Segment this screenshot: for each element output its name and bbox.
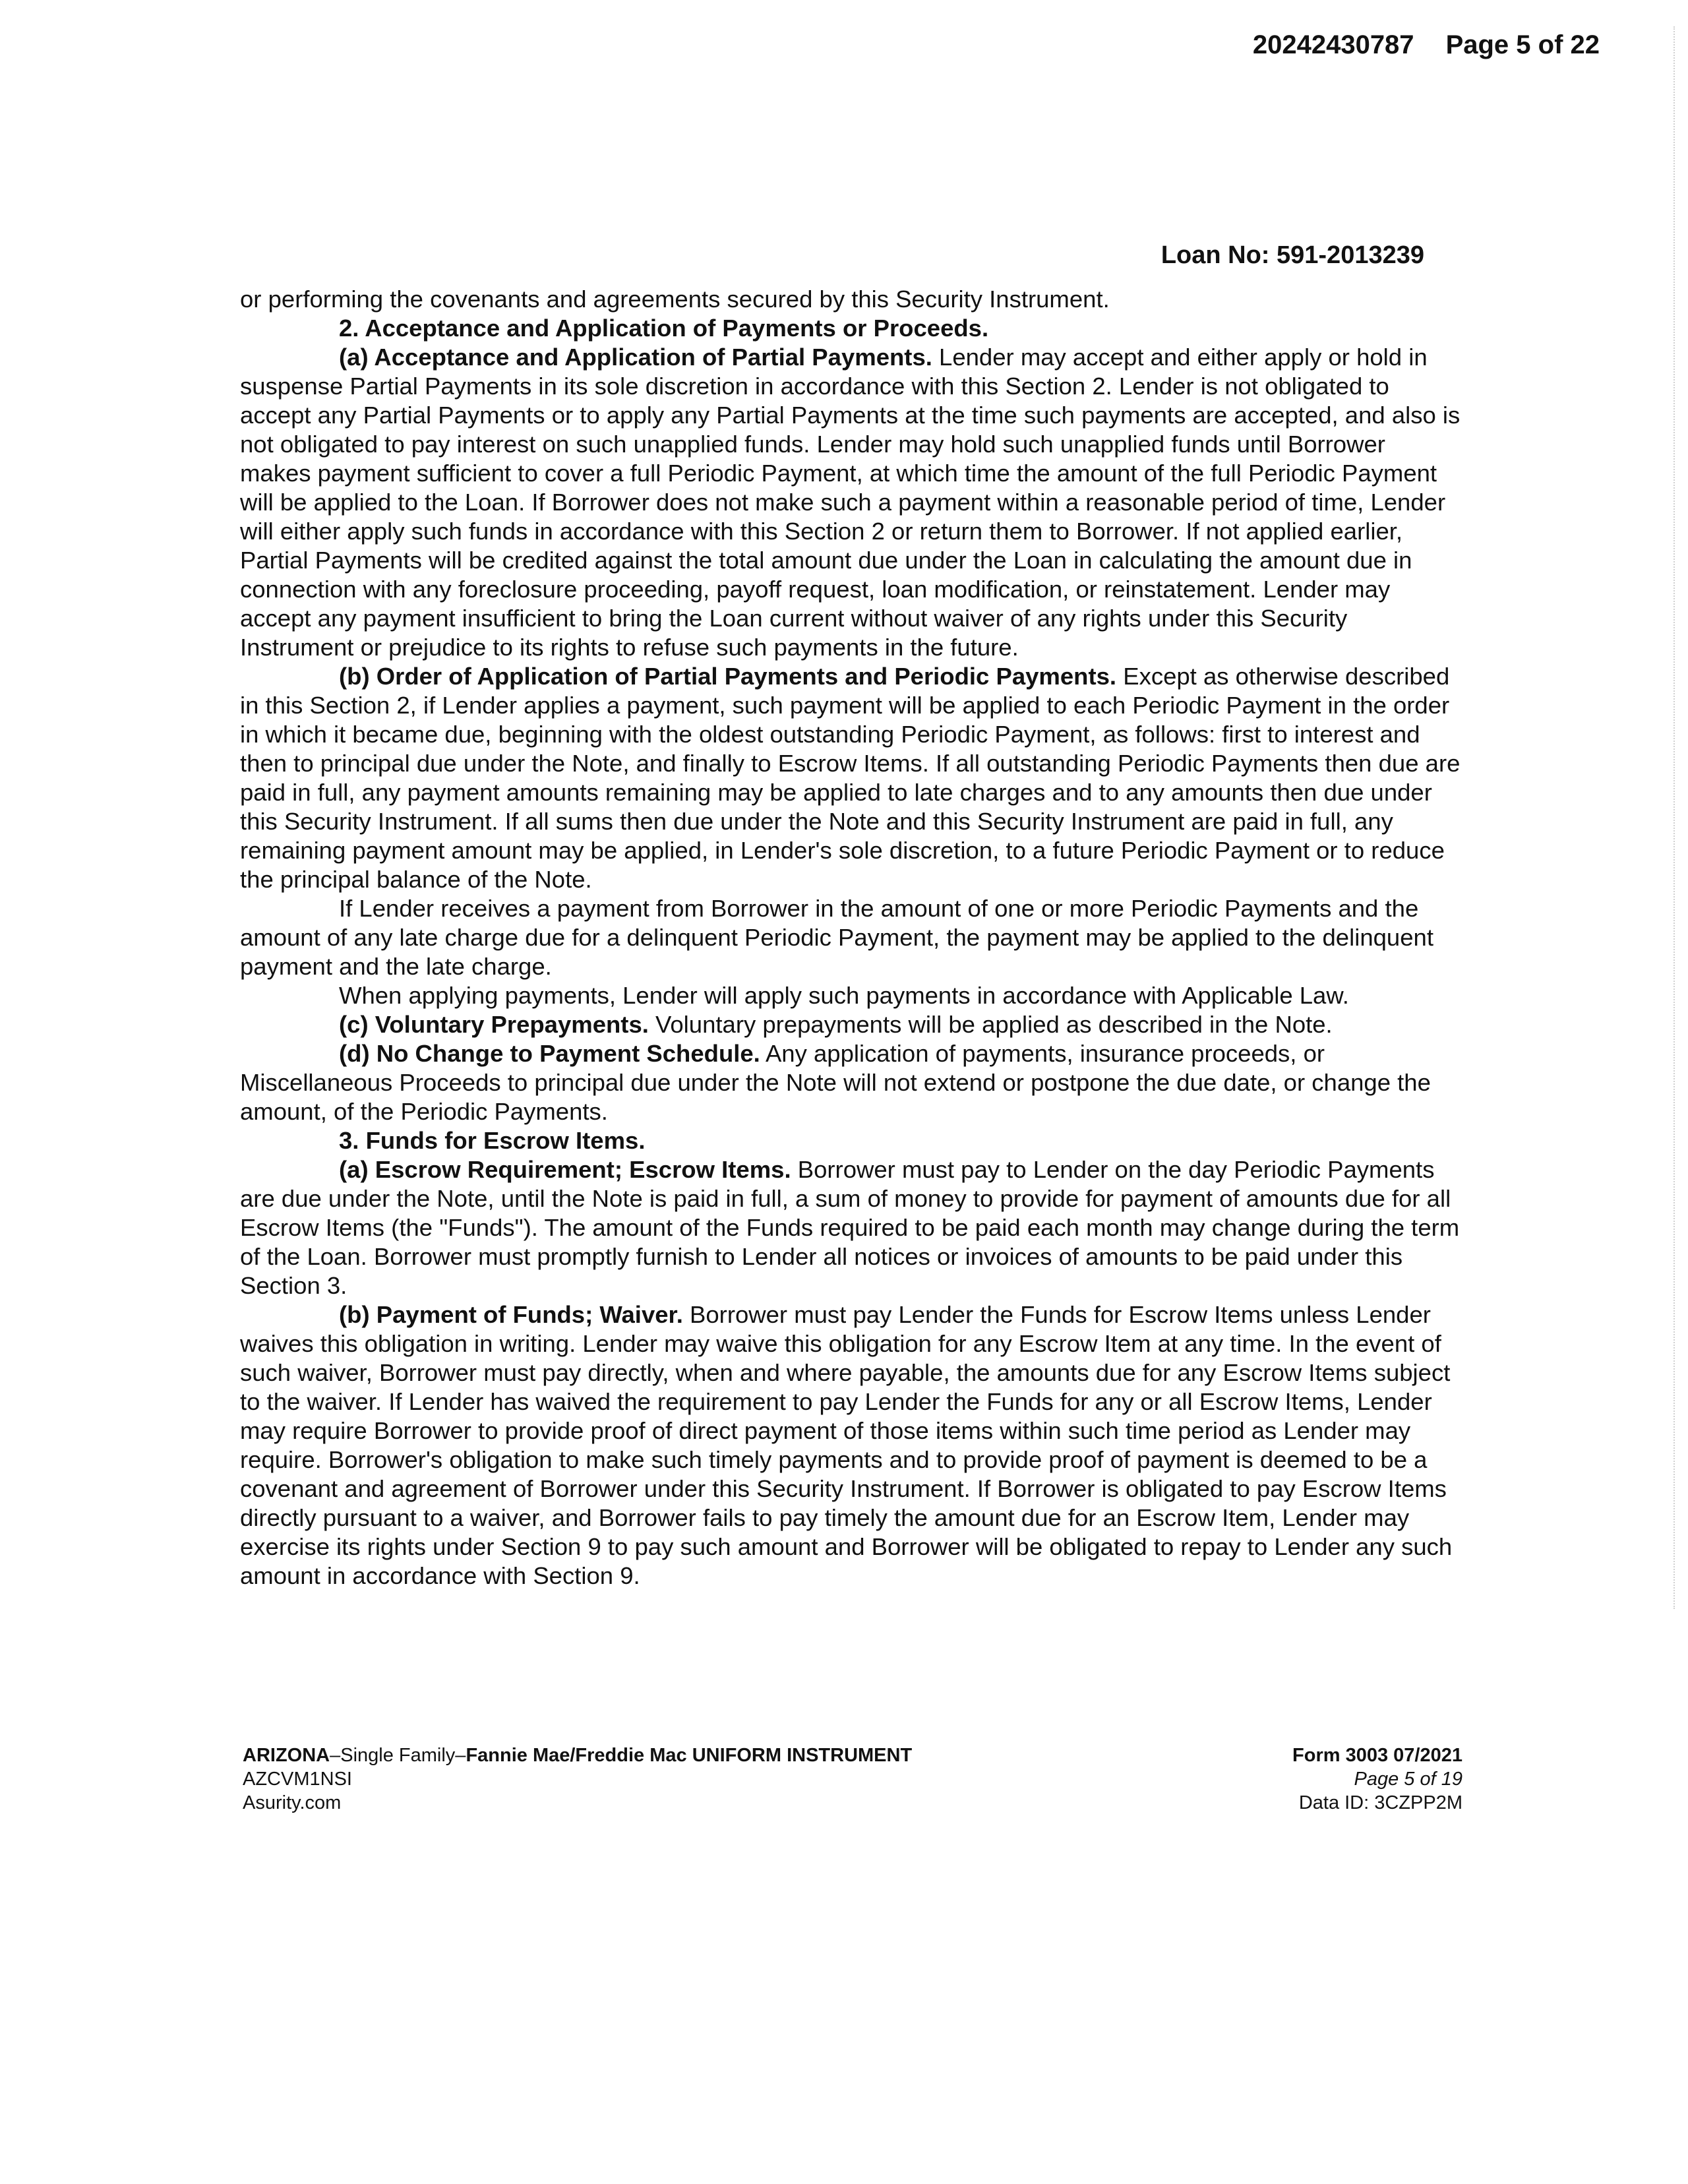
section-2a-paragraph [240, 343, 1462, 662]
footer-site: Asurity.com [243, 1792, 342, 1813]
section-3a-heading: (a) Escrow Requirement; Escrow Items. [339, 1156, 791, 1183]
section-3-title: 3. Funds for Escrow Items. [339, 1127, 646, 1154]
footer-instrument-name: Fannie Mae/Freddie Mac UNIFORM INSTRUMENT [466, 1745, 913, 1766]
section-3b-text: Borrower must pay Lender the Funds for Escrow Items unless Lender waives this obligation in writing. Lender may waive this obligation for any Escrow Item at any time. In the event of such waiver, Borrower must pay directly, when and where payable, the amounts due for any Escrow Items subject to the waiver. If Lender has waived the requirement to pay Lender the Funds for any or all Escrow Items, Lender may require Borrower to provide proof of direct payment of those items within such time period as Lender may require. Borrower's obligation to make such timely payments and to provide proof of payment is deemed to be a covenant and agreement of Borrower under this Security Instrument. If Borrower is obligated to pay Escrow Items directly pursuant to a waiver, and Borrower fails to pay timely the amount due for an Escrow Item, Lender may exercise its rights under Section 9 to pay such amount and Borrower will be obligated to repay to Lender any such amount in accordance with Section 9. [240, 1301, 1453, 1589]
section-2b-paragraph [240, 662, 1462, 894]
section-2c-text: Voluntary prepayments will be applied as described in the Note. [648, 1011, 1333, 1038]
section-3-heading [240, 1126, 1462, 1155]
document-body [240, 285, 1462, 1591]
footer-form-number: Form 3003 07/2021 [1292, 1745, 1462, 1766]
section-2-title: 2. Acceptance and Application of Payments or Proceeds. [339, 315, 989, 342]
scan-edge-marks [1672, 26, 1675, 1609]
section-3b-heading: (b) Payment of Funds; Waiver. [339, 1301, 683, 1328]
section-2c-heading: (c) Voluntary Prepayments. [339, 1011, 649, 1038]
loan-number: Loan No: 591-2013239 [1160, 241, 1424, 269]
late-charge-paragraph: If Lender receives a payment from Borrower in the amount of one or more Periodic Payments and the amount of any late charge due for a delinquent Periodic Payment, the payment may be applied to the delinquent payment and the late charge. [240, 895, 1433, 980]
section-2a-heading: (a) Acceptance and Application of Partial Payments. [339, 344, 932, 371]
recording-page-label: Page 5 of 22 [1445, 30, 1600, 59]
section-2d-paragraph [240, 1039, 1462, 1126]
section-2d-heading: (d) No Change to Payment Schedule. [339, 1040, 760, 1067]
section-2b-text: Except as otherwise described in this Section 2, if Lender applies a payment, such payment will be applied to each Periodic Payment in the order in which it became due, beginning with the oldest outstanding Periodic Payment, as follows: first to interest and then to principal due under the Note, and finally to Escrow Items. If all outstanding Periodic Payments then due are paid in full, any payment amounts remaining may be applied to late charges and to any amounts then due under this Security Instrument. If all sums then due under the Note and this Security Instrument are paid in full, any remaining payment amount may be applied, in Lender's sole discretion, to a future Periodic Payment or to reduce the principal balance of the Note. [240, 663, 1461, 893]
applicable-law-paragraph: When applying payments, Lender will apply such payments in accordance with Applicable Law. [339, 982, 1349, 1009]
footer-code: AZCVM1NSI [243, 1769, 352, 1790]
section-2d-text: Any application of payments, insurance proceeds, or Miscellaneous Proceeds to principal due under the Note will not extend or postpone the due date, or change the amount, of the Periodic Payments. [240, 1040, 1431, 1125]
footer-left [243, 1744, 912, 1815]
footer-data-id: Data ID: 3CZPP2M [1298, 1792, 1462, 1813]
section-2a-text: Lender may accept and either apply or hold in suspense Partial Payments in its sole discretion in accordance with this Section 2. Lender is not obligated to accept any Partial Payments or to apply any Partial Payments at the time such payments are accepted, and also is not obligated to pay interest on such unapplied funds. Lender may hold such unapplied funds until Borrower makes payment sufficient to cover a full Periodic Payment, at which time the amount of the full Periodic Payment will be applied to the Loan. If Borrower does not make such a payment within a reasonable period of time, Lender will either apply such funds in accordance with this Section 2 or return them to Borrower. If not applied earlier, Partial Payments will be credited against the total amount due under the Loan in calculating the amount due in connection with any foreclosure proceeding, payoff request, loan modification, or reinstatement. Lender may accept any payment insufficient to bring the Loan current without waiver of any rights under this Security Instrument or prejudice to its rights to refuse such payments in the future. [240, 344, 1461, 661]
recording-header [1253, 30, 1600, 60]
section-2b-heading: (b) Order of Application of Partial Payments and Periodic Payments. [339, 663, 1117, 690]
paragraph-continuation: or performing the covenants and agreements secured by this Security Instrument. [240, 286, 1110, 313]
section-3a-paragraph [240, 1155, 1462, 1300]
recording-number: 20242430787 [1252, 30, 1414, 59]
section-3a-text: Borrower must pay to Lender on the day Periodic Payments are due under the Note, until the Note is paid in full, a sum of money to provide for payment of amounts due for all Escrow Items (the "Funds"). The amount of the Funds required to be paid each month may change during the term of the Loan. Borrower must promptly furnish to Lender all notices or invoices of amounts to be paid under this Section 3. [240, 1156, 1460, 1299]
section-2c-paragraph [240, 1010, 1462, 1039]
footer-page-number: Page 5 of 19 [1354, 1769, 1462, 1790]
footer-right [1292, 1744, 1462, 1815]
footer-state: ARIZONA [243, 1745, 330, 1766]
section-2-heading [240, 314, 1462, 343]
footer-instrument-title [243, 1744, 912, 1767]
section-3b-paragraph [240, 1300, 1462, 1591]
footer-family-type: –Single Family– [330, 1745, 466, 1766]
